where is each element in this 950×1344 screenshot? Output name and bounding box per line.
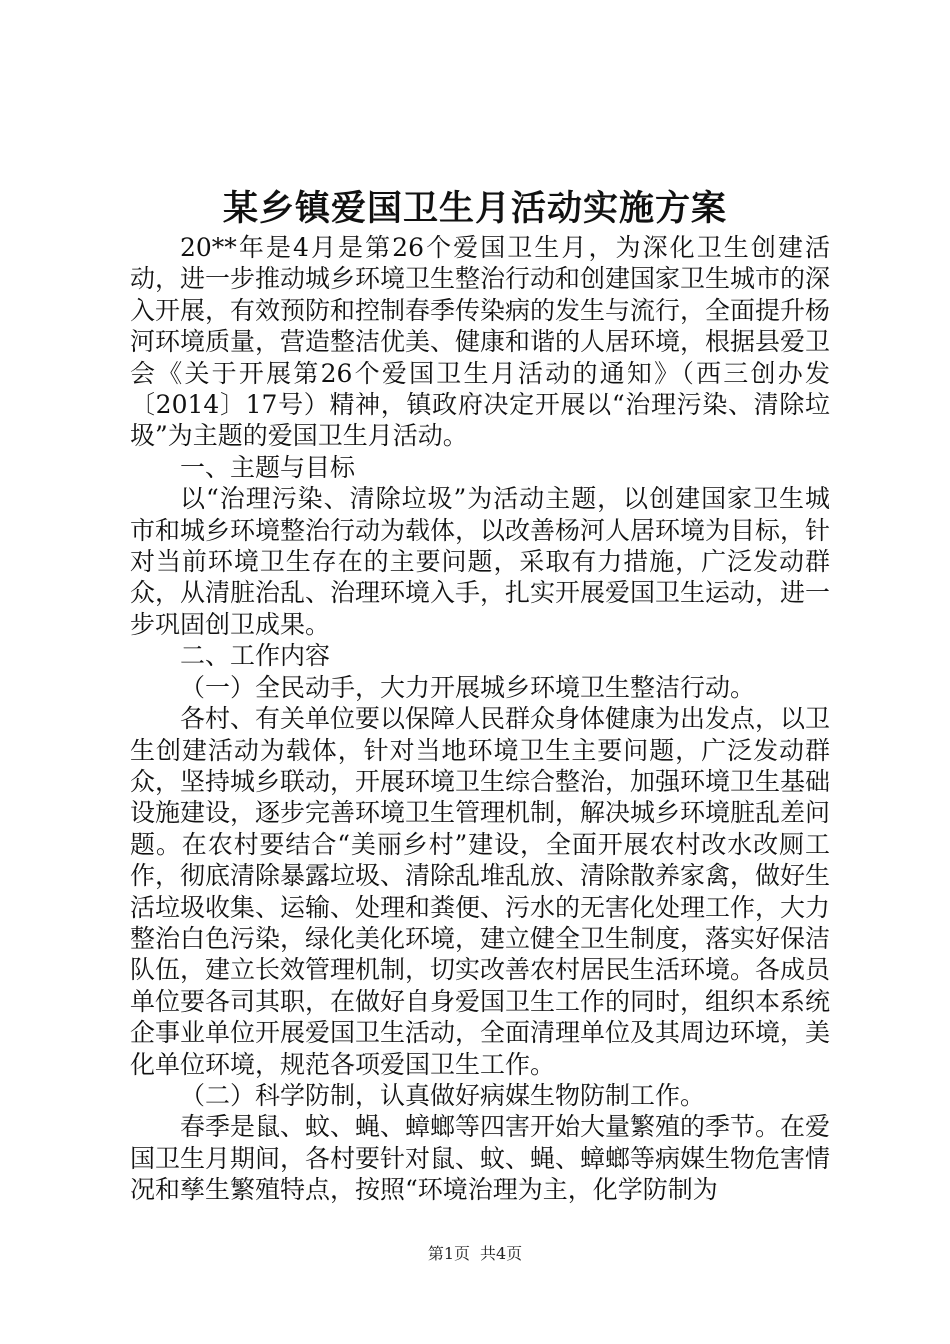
page-number: 第1页 (427, 1244, 470, 1263)
paragraph-cleanup: 各村、有关单位要以保障人民群众身体健康为出发点，以卫生创建活动为载体，针对当地环境卫生主要问题，广泛发动群众，坚持城乡联动，开展环境卫生综合整治，加强环境卫生基础设施建设，逐步完善环境卫生管理机制，解决城乡环境脏乱差问题。在农村要结合“美丽乡村”建设，全面开展农村改水改厕工作，彻底清除暴露垃圾、清除乱堆乱放、清除散养家禽，做好生活垃圾收集、运输、处理和粪便、污水的无害化处理工作，大力整治白色污染，绿化美化环境，建立健全卫生制度，落实好保洁队伍，建立长效管理机制，切实改善农村居民生活环境。各成员单位要各司其职，在做好自身爱国卫生工作的同时，组织本系统企事业单位开展爱国卫生活动，全面清理单位及其周边环境，美化单位环境，规范各项爱国卫生工作。 (130, 704, 831, 1079)
document-title: 某乡镇爱国卫生月活动实施方案 (222, 188, 727, 229)
subheading-pest-control: （二）科学防制，认真做好病媒生物防制工作。 (180, 1080, 706, 1110)
page-total: 共4页 (480, 1244, 523, 1263)
section-heading-work: 二、工作内容 (180, 641, 331, 671)
subheading-cleanup: （一）全民动手，大力开展城乡环境卫生整洁行动。 (180, 672, 756, 702)
paragraph-intro: 20**年是4月是第26个爱国卫生月，为深化卫生创建活动，进一步推动城乡环境卫生整治行动和创建国家卫生城市的深入开展，有效预防和控制春季传染病的发生与流行，全面提升杨河环境质量，营造整洁优美、健康和谐的人居环境，根据县爱卫会《关于开展第26个爱国卫生月活动的通知》（西三创办发〔2014〕17号）精神，镇政府决定开展以“治理污染、清除垃圾”为主题的爱国卫生月活动。 (130, 233, 831, 451)
paragraph-pest-control: 春季是鼠、蚊、蝇、蟑螂等四害开始大量繁殖的季节。在爱国卫生月期间，各村要针对鼠、蚊、蝇、蟑螂等病媒生物危害情况和孳生繁殖特点，按照“环境治理为主，化学防制为 (130, 1112, 831, 1205)
section-heading-theme: 一、主题与目标 (180, 452, 356, 482)
document-body (130, 232, 830, 1206)
paragraph-theme: 以“治理污染、清除垃圾”为活动主题，以创建国家卫生城市和城乡环境整治行动为载体，以改善杨河人居环境为目标，针对当前环境卫生存在的主要问题，采取有力措施，广泛发动群众，从清脏治乱、治理环境入手，扎实开展爱国卫生运动，进一步巩固创卫成果。 (130, 484, 831, 639)
page-footer (0, 1243, 950, 1265)
